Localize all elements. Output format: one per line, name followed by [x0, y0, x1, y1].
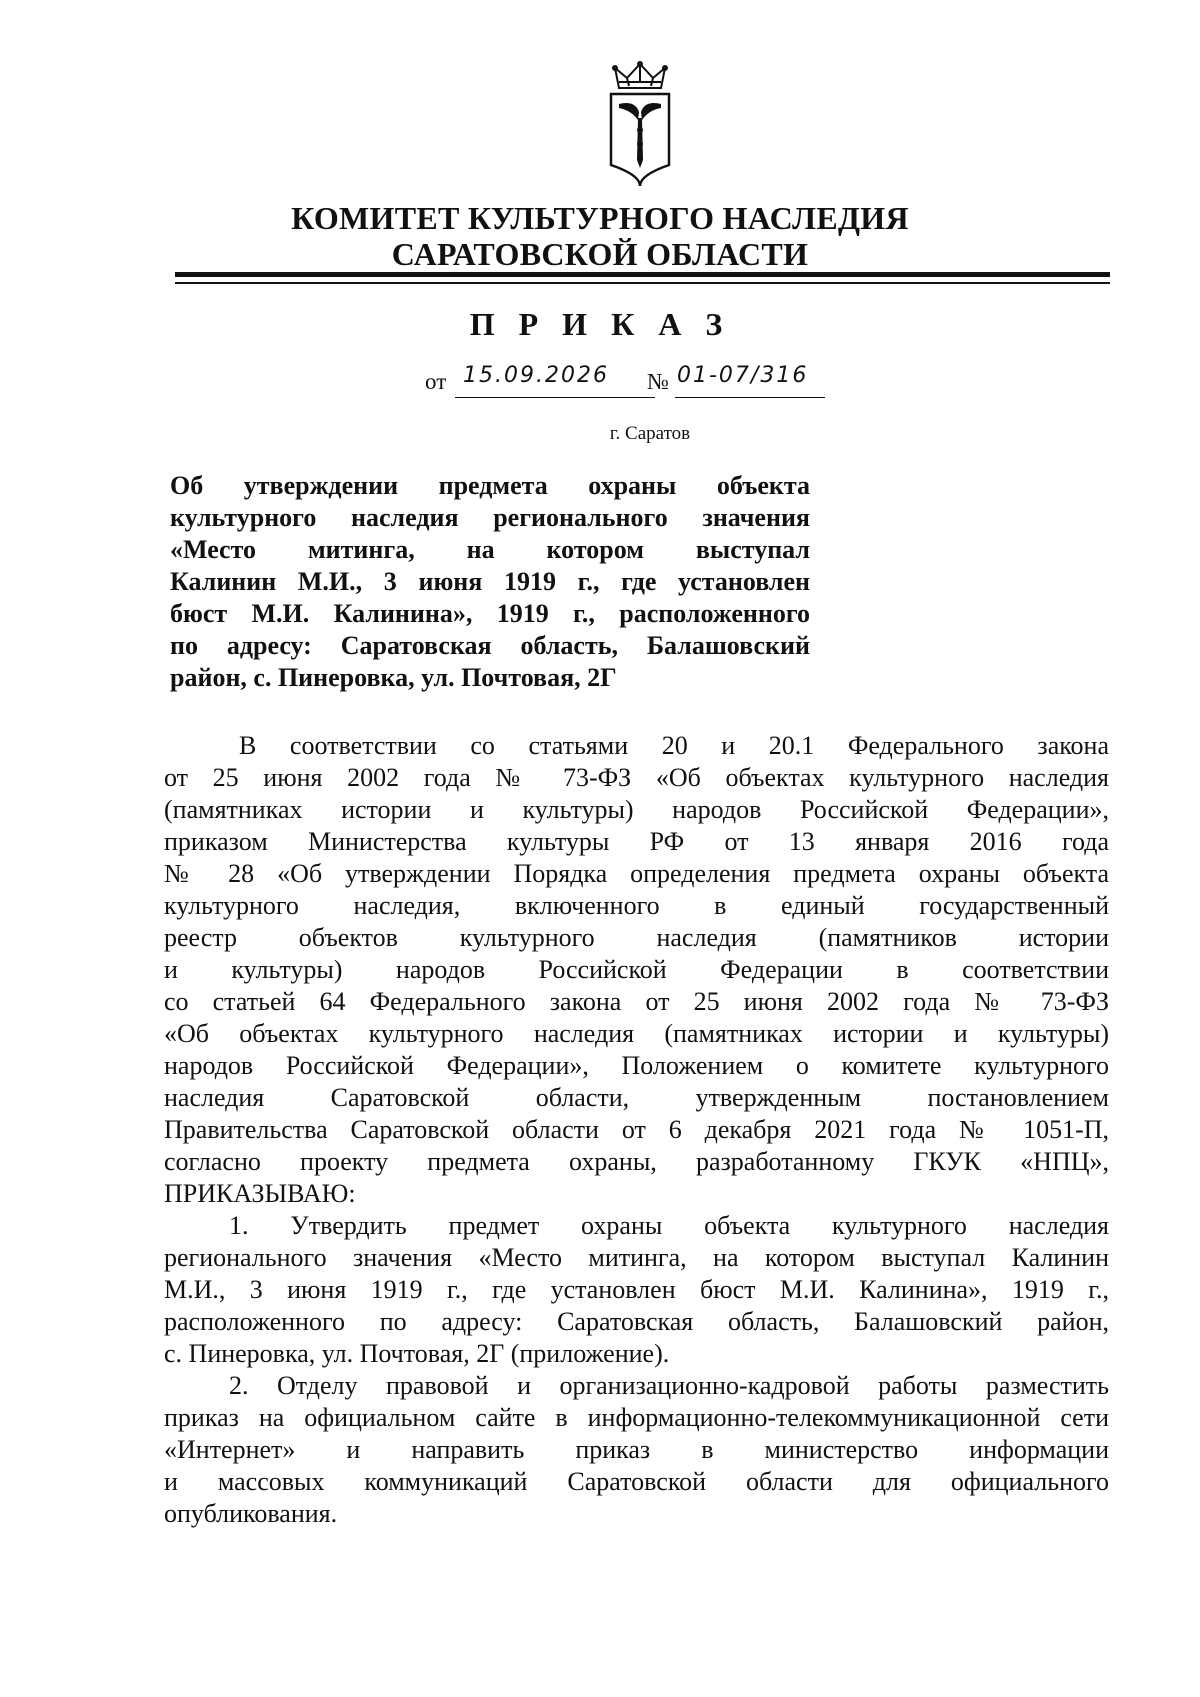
- body-line: Правительства Саратовской области от 6 декабря 2021 года № 1051-П,: [164, 1115, 1109, 1144]
- header-divider-thin: [175, 282, 1110, 284]
- order-number-value: 01-07/316: [677, 363, 809, 388]
- body-line: расположенного по адресу: Саратовская область, Балашовский район,: [164, 1307, 1109, 1336]
- body-line: согласно проекту предмета охраны, разработанному ГКУК «НПЦ»,: [164, 1147, 1109, 1176]
- order-item-1: [164, 1210, 1109, 1370]
- order-subject: [170, 470, 810, 694]
- body-line: регионального значения «Место митинга, на котором выступал Калинин: [164, 1243, 1109, 1272]
- date-underline: [455, 397, 655, 398]
- body-line: приказом Министерства культуры РФ от 13 января 2016 года: [164, 827, 1109, 856]
- body-line: М.И., 3 июня 1919 г., где установлен бюст М.И. Калинина», 1919 г.,: [164, 1275, 1109, 1304]
- body-line: В соответствии со статьями 20 и 20.1 Федерального закона: [239, 731, 1109, 760]
- subject-line: Калинин М.И., 3 июня 1919 г., где установлен: [170, 567, 810, 596]
- body-line: опубликования.: [164, 1499, 338, 1528]
- body-line: от 25 июня 2002 года № 73-ФЗ «Об объектах культурного наследия: [164, 763, 1109, 792]
- subject-line: по адресу: Саратовская область, Балашовский: [170, 631, 810, 660]
- body-line: 2. Отделу правовой и организационно-кадровой работы разместить: [229, 1371, 1109, 1400]
- body-line: № 28 «Об утверждении Порядка определения предмета охраны объекта: [164, 859, 1109, 888]
- order-item-2: [164, 1370, 1109, 1530]
- city: г. Саратов: [609, 423, 691, 444]
- number-label: №: [647, 369, 669, 394]
- body-line: с. Пинеровка, ул. Почтовая, 2Г (приложение).: [164, 1339, 670, 1368]
- subject-line: «Место митинга, на котором выступал: [170, 535, 810, 564]
- organization-title-line2: САРАТОВСКОЙ ОБЛАСТИ: [391, 236, 809, 272]
- date-label: от: [425, 369, 447, 394]
- subject-line: бюст М.И. Калинина», 1919 г., расположенного: [170, 599, 810, 628]
- order-date-value: 15.09.2026: [463, 363, 609, 388]
- body-line: культурного наследия, включенного в единый государственный: [164, 891, 1109, 920]
- saratov-coat-of-arms-icon: [605, 60, 675, 190]
- body-line: 1. Утвердить предмет охраны объекта культурного наследия: [229, 1211, 1109, 1240]
- body-line: со статьей 64 Федерального закона от 25 июня 2002 года № 73-ФЗ: [164, 987, 1109, 1016]
- body-line: реестр объектов культурного наследия (памятников истории: [164, 923, 1109, 952]
- organization-title-line1: КОМИТЕТ КУЛЬТУРНОГО НАСЛЕДИЯ: [291, 200, 909, 236]
- body-line: «Об объектах культурного наследия (памятниках истории и культуры): [164, 1019, 1109, 1048]
- subject-line: район, с. Пинеровка, ул. Почтовая, 2Г: [170, 663, 617, 692]
- body-line: и культуры) народов Российской Федерации в соответствии: [164, 955, 1109, 984]
- subject-line: культурного наследия регионального значения: [170, 503, 810, 532]
- organization-title: [175, 200, 1025, 272]
- number-underline: [675, 397, 825, 398]
- body-line: и массовых коммуникаций Саратовской области для официального: [164, 1467, 1109, 1496]
- preamble-paragraph: [164, 730, 1109, 1210]
- document-type-title: П Р И К А З: [469, 306, 731, 342]
- body-line: народов Российской Федерации», Положением о комитете культурного: [164, 1051, 1109, 1080]
- body-line: ПРИКАЗЫВАЮ:: [164, 1179, 356, 1208]
- order-body: [164, 730, 1109, 1530]
- body-line: приказ на официальном сайте в информационно-телекоммуникационной сети: [164, 1403, 1109, 1432]
- body-line: (памятниках истории и культуры) народов Российской Федерации»,: [164, 795, 1109, 824]
- body-line: «Интернет» и направить приказ в министерство информации: [164, 1435, 1109, 1464]
- body-line: наследия Саратовской области, утвержденным постановлением: [164, 1083, 1109, 1112]
- subject-line: Об утверждении предмета охраны объекта: [170, 471, 810, 500]
- header-divider-thick: [175, 272, 1110, 277]
